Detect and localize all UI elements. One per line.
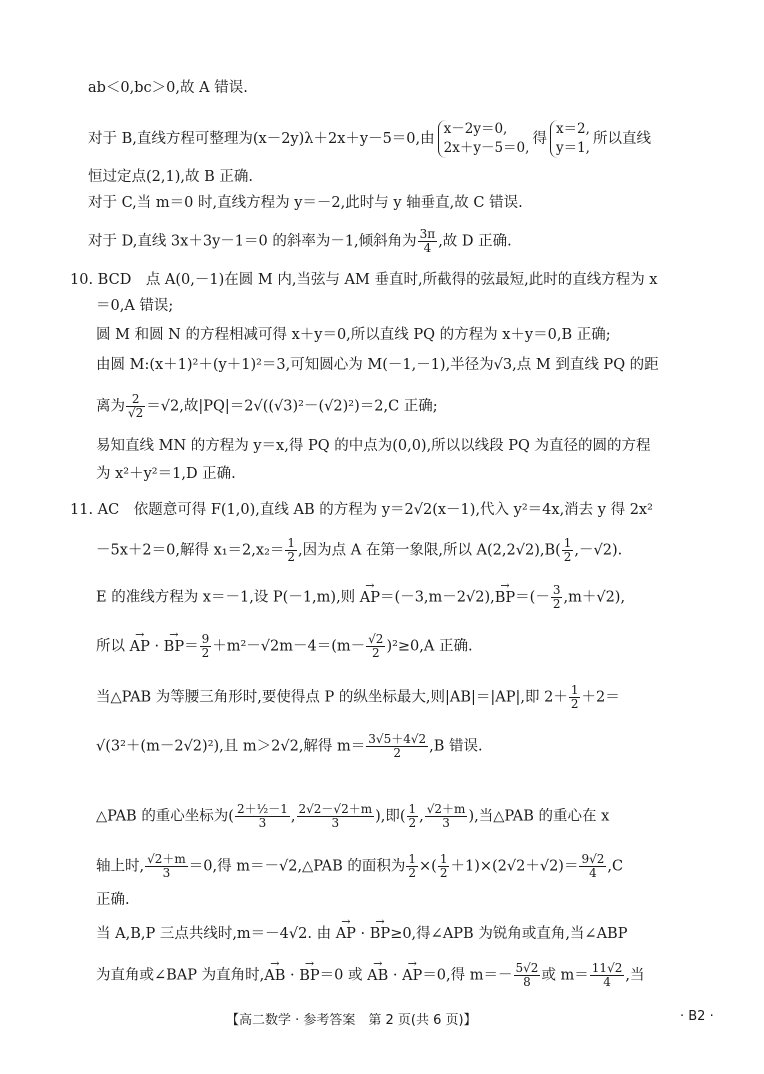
text-line: 11. AC 依题意可得 F(1,0),直线 AB 的方程为 y＝2√2(x－1),代入 y²＝4x,消去 y 得 2x² <box>70 502 653 518</box>
text-line: 为直角或∠BAP 为直角时,→ AB · → BP＝0 或 → AB · → AP＝0,得 m＝－ $\frac{5√2}{8}$ 或 m＝ $\frac{11√2}{4}$ ,当 <box>96 962 644 989</box>
text-line: 圆 M 和圆 N 的方程相减可得 x＋y＝0,所以直线 PQ 的方程为 x＋y＝0,B 正确; <box>96 327 611 343</box>
text-line: 正确. <box>96 892 130 908</box>
equation-system: x－2y＝0, 2x＋y－5＝0, <box>438 120 530 158</box>
footer-page-code: · B2 · <box>680 1009 714 1024</box>
equation-system: x＝2, y＝1, <box>550 120 590 158</box>
text-line: 当△PAB 为等腰三角形时,要使得点 P 的纵坐标最大,则|AB|＝|AP|,即 2＋ $\frac{1}{2}$ ＋2＝ <box>96 683 620 711</box>
text-line: 恒过定点(2,1),故 B 正确. <box>88 169 253 185</box>
text-line: △PAB 的重心坐标为( $\frac{\text{2＋½－1}}{3}$ , $\frac{2√2-√2+m}{3}$ ),即( $\frac{1}{2}$ , $\frac{√2+m}{3}$ ),当△PAB 的重心在 x <box>96 802 610 830</box>
text-line: －5x＋2＝0,解得 x₁＝2,x₂＝ $\frac{1}{2}$ ,因为点 A 在第一象限,所以 A(2,2√2),B( $\frac{1}{2}$ ,－√2). <box>96 536 623 564</box>
text-line: E 的准线方程为 x＝－1,设 P(－1,m),则 → AP＝(－3,m－2√2),→ BP＝(－ $\frac{3}{2}$ ,m＋√2), <box>96 584 625 611</box>
text-line: 所以 → AP · → BP＝ $\frac{9}{2}$ ＋m²－√2m－4＝(m－ $\frac{√2}{2}$ )²≥0,A 正确. <box>96 633 473 660</box>
text-line: 对于 D,直线 3x＋3y－1＝0 的斜率为－1,倾斜角为 $\frac{3\pi}{4}$ ,故 D 正确. <box>88 227 512 255</box>
text-line: 由圆 M:(x＋1)²＋(y＋1)²＝3,可知圆心为 M(－1,－1),半径为√3,点 M 到直线 PQ 的距 <box>96 357 659 373</box>
text-line: 轴上时, $\frac{√2+m}{3}$ ＝0,得 m＝－√2,△PAB 的面积为 $\frac{1}{2}$ ×( $\frac{1}{2}$ ＋1)×(2√2＋√2)＝ $\frac{9√2}{4}$ ,C <box>96 852 624 880</box>
text-line: ab＜0,bc＞0,故 A 错误. <box>88 80 248 96</box>
text-line: 对于 C,当 m＝0 时,直线方程为 y＝－2,此时与 y 轴垂直,故 C 错误. <box>88 195 523 211</box>
text-line: √(3²＋(m－2√2)²),且 m＞2√2,解得 m＝ $\frac{3√5+4√2}{2}$ ,B 错误. <box>96 732 483 760</box>
text-line: 离为 $\frac{2}{√2}$ ＝√2,故|PQ|＝2√((√3)²－(√2)²)＝2,C 正确; <box>96 392 438 420</box>
text-line: 为 x²＋y²＝1,D 正确. <box>96 466 236 482</box>
text-line: 对于 B,直线方程可整理为(x－2y)λ＋2x＋y－5＝0,由 x－2y＝0, 2x＋y－5＝0, 得 x＝2, y＝1, 所以直线 <box>88 121 651 156</box>
footer-title: 【高二数学 · 参考答案 第 2 页(共 6 页)】 <box>226 1013 477 1028</box>
text-line: 当 A,B,P 三点共线时,m＝－4√2. 由 → AP · → BP≥0,得∠APB 为锐角或直角,当∠ABP <box>96 924 627 944</box>
text-line: 易知直线 MN 的方程为 y＝x,得 PQ 的中点为(0,0),所以以线段 PQ 为直径的圆的方程 <box>96 438 651 454</box>
text-line: ＝0,A 错误; <box>96 298 174 314</box>
text-line: 10. BCD 点 A(0,－1)在圆 M 内,当弦与 AM 垂直时,所截得的弦最短,此时的直线方程为 x <box>70 272 658 288</box>
